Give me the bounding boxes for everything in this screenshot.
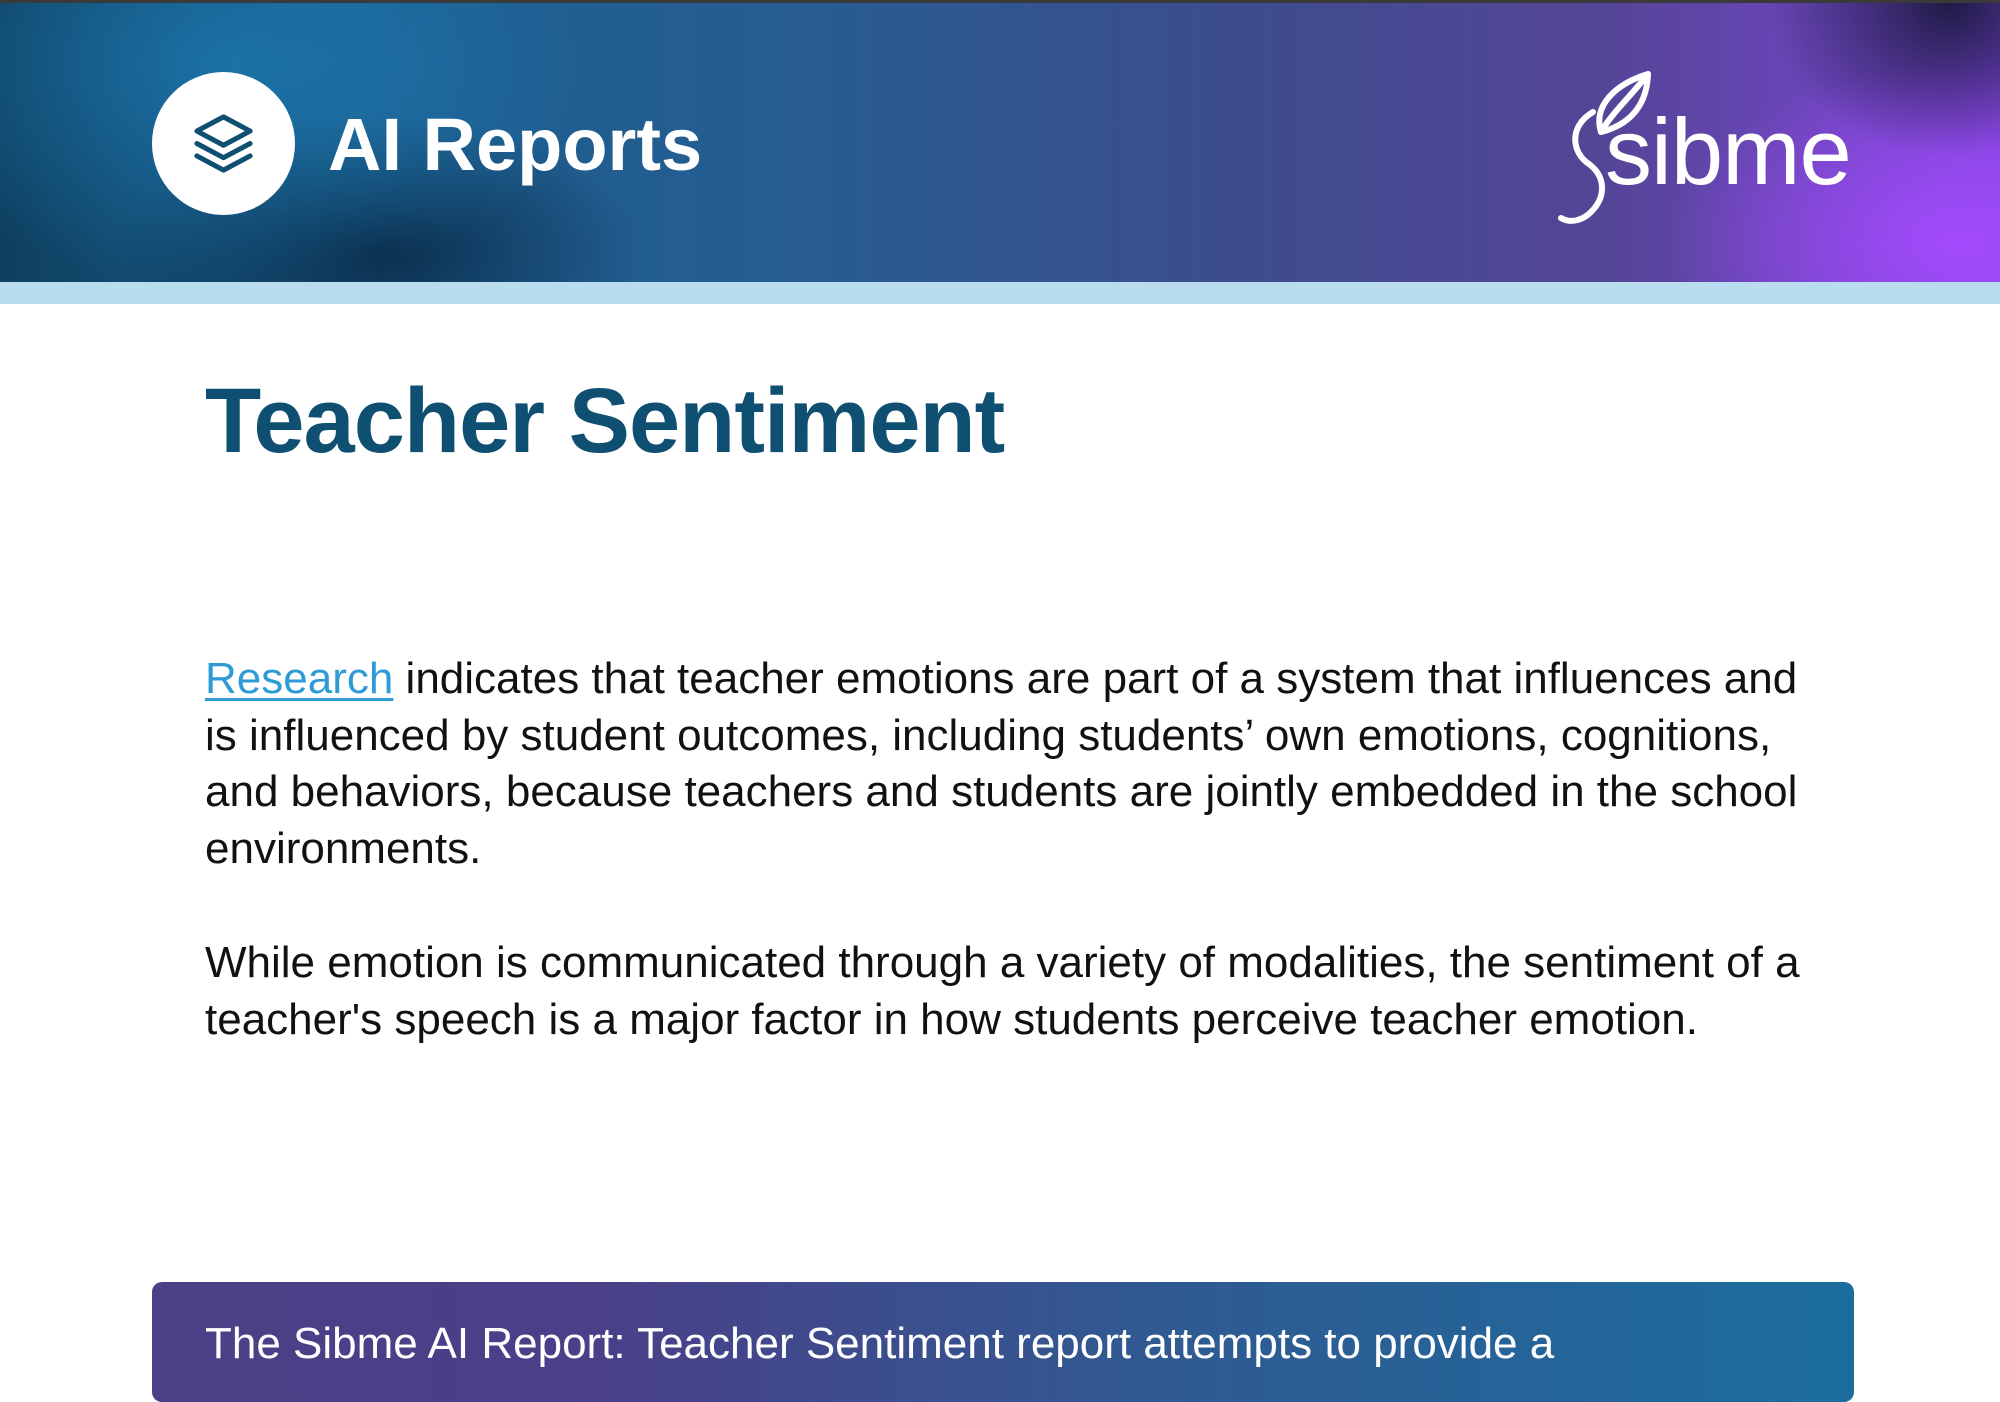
report-callout-box [152, 1282, 1854, 1402]
callout-text: The Sibme AI Report: Teacher Sentiment report attempts to provide a [205, 1319, 1555, 1368]
app-logo [152, 72, 295, 215]
sibme-logo [1555, 68, 1875, 228]
app-title: AI Reports [328, 103, 703, 186]
report-header [0, 3, 2000, 282]
intro-paragraph [205, 651, 1805, 877]
brand-wordmark: sibme [1605, 99, 1851, 204]
page-title: Teacher Sentiment [205, 370, 1005, 472]
layers-icon [188, 108, 259, 179]
header-accent-stripe [0, 282, 2000, 304]
second-paragraph: While emotion is communicated through a variety of modalities, the sentiment of a teacher's speech is a major factor in how students perceive teacher emotion. [205, 938, 1800, 1044]
research-link[interactable]: Research [205, 654, 394, 703]
intro-paragraph-text: indicates that teacher emotions are part of a system that influences and is influenced by student outcomes, including students’ own emotions, cognitions, and behaviors, because teachers and students are jointly embedded in the school environments. [205, 654, 1798, 873]
